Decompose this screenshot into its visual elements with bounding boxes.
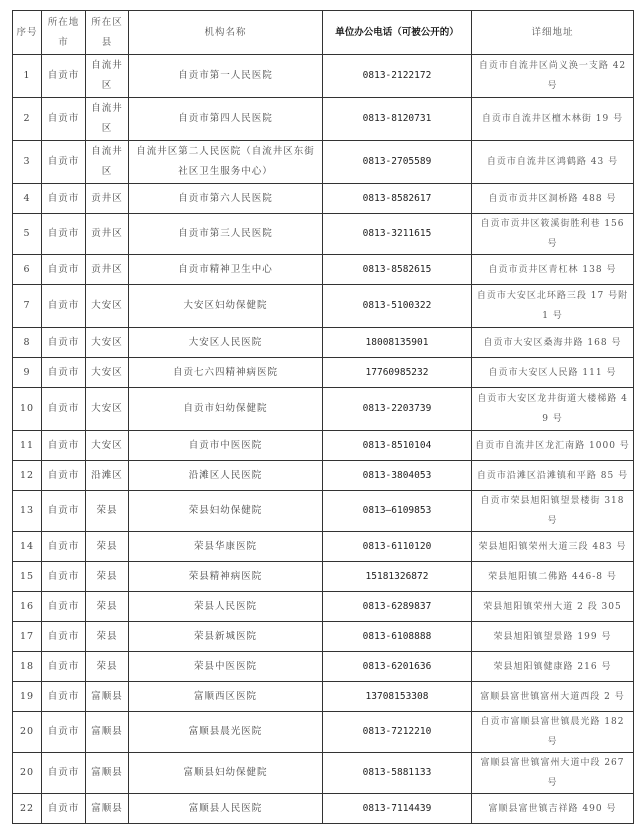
cell-district: 沿滩区 [86,461,129,491]
cell-address: 自贡市贡井区青杠林 138 号 [472,255,634,285]
cell-index: 8 [13,328,42,358]
cell-phone: 0813-7114439 [323,794,472,824]
cell-name: 荣县人民医院 [129,592,323,622]
cell-phone: 0813-8582615 [323,255,472,285]
table-row [13,491,634,532]
cell-address: 自贡市大安区北环路三段 17 号附 1 号 [472,285,634,328]
table-row [13,98,634,141]
table-body [13,55,634,824]
cell-address: 自贡市大安区人民路 111 号 [472,358,634,388]
table-row [13,682,634,712]
cell-index: 13 [13,491,42,532]
cell-district: 荣县 [86,622,129,652]
cell-index: 11 [13,431,42,461]
cell-phone: 0813-6201636 [323,652,472,682]
cell-city: 自贡市 [42,652,86,682]
cell-address: 自贡市沿滩区沿滩镇和平路 85 号 [472,461,634,491]
cell-phone: 0813-6289837 [323,592,472,622]
cell-name: 自贡七六四精神病医院 [129,358,323,388]
cell-district: 富顺县 [86,712,129,753]
cell-district: 贡井区 [86,214,129,255]
header-address: 详细地址 [472,11,634,55]
cell-phone: 0813-2705589 [323,141,472,184]
cell-district: 荣县 [86,592,129,622]
cell-phone: 0813-5100322 [323,285,472,328]
table-row [13,652,634,682]
cell-name: 荣县中医医院 [129,652,323,682]
cell-address: 自贡市自流井区龙汇南路 1000 号 [472,431,634,461]
cell-name: 沿滩区人民医院 [129,461,323,491]
cell-name: 大安区妇幼保健院 [129,285,323,328]
cell-index: 20 [13,712,42,753]
cell-city: 自贡市 [42,214,86,255]
table-row [13,461,634,491]
cell-name: 自贡市中医医院 [129,431,323,461]
table-row [13,214,634,255]
cell-name: 富顺县妇幼保健院 [129,753,323,794]
header-name: 机构名称 [129,11,323,55]
cell-name: 荣县妇幼保健院 [129,491,323,532]
header-index: 序号 [13,11,42,55]
cell-district: 富顺县 [86,753,129,794]
cell-district: 大安区 [86,328,129,358]
cell-index: 9 [13,358,42,388]
table-row [13,55,634,98]
cell-address: 自贡市自流井区尚义涣一支路 42 号 [472,55,634,98]
cell-phone: 0813-7212210 [323,712,472,753]
cell-address: 荣县旭阳镇望景路 199 号 [472,622,634,652]
cell-phone: 0813-3211615 [323,214,472,255]
table-row [13,255,634,285]
cell-district: 大安区 [86,285,129,328]
table-row [13,712,634,753]
cell-index: 6 [13,255,42,285]
cell-district: 荣县 [86,491,129,532]
cell-phone: 18008135901 [323,328,472,358]
cell-name: 自贡市妇幼保健院 [129,388,323,431]
cell-name: 富顺县晨光医院 [129,712,323,753]
cell-phone: 0813-2122172 [323,55,472,98]
cell-index: 2 [13,98,42,141]
cell-phone: 0813-3804053 [323,461,472,491]
cell-district: 富顺县 [86,682,129,712]
cell-city: 自贡市 [42,255,86,285]
cell-phone: 0813-5881133 [323,753,472,794]
table-row [13,184,634,214]
cell-address: 富顺县富世镇吉祥路 490 号 [472,794,634,824]
table-row [13,328,634,358]
cell-name: 荣县华康医院 [129,532,323,562]
header-phone: 单位办公电话（可被公开的） [323,11,472,55]
cell-phone: 17760985232 [323,358,472,388]
table-header-row [13,11,634,55]
cell-district: 富顺县 [86,794,129,824]
cell-name: 自贡市第六人民医院 [129,184,323,214]
cell-name: 荣县精神病医院 [129,562,323,592]
cell-city: 自贡市 [42,285,86,328]
table-row [13,285,634,328]
cell-name: 自贡市第一人民医院 [129,55,323,98]
cell-name: 大安区人民医院 [129,328,323,358]
cell-address: 荣县旭阳镇二佛路 446-8 号 [472,562,634,592]
table-row [13,753,634,794]
cell-index: 7 [13,285,42,328]
cell-city: 自贡市 [42,712,86,753]
cell-city: 自贡市 [42,328,86,358]
table-row [13,592,634,622]
cell-district: 贡井区 [86,255,129,285]
cell-address: 富顺县富世镇富州大道中段 267 号 [472,753,634,794]
cell-name: 荣县新城医院 [129,622,323,652]
cell-index: 16 [13,592,42,622]
cell-index: 10 [13,388,42,431]
cell-index: 12 [13,461,42,491]
cell-address: 自贡市贡井区筱溪街胜利巷 156 号 [472,214,634,255]
cell-index: 18 [13,652,42,682]
table-row [13,532,634,562]
table-row [13,562,634,592]
cell-city: 自贡市 [42,682,86,712]
cell-city: 自贡市 [42,532,86,562]
cell-city: 自贡市 [42,622,86,652]
cell-city: 自贡市 [42,431,86,461]
cell-district: 荣县 [86,532,129,562]
table-row [13,431,634,461]
cell-address: 荣县旭阳镇健康路 216 号 [472,652,634,682]
cell-address: 自贡市贡井区洞桥路 488 号 [472,184,634,214]
cell-name: 自贡市第三人民医院 [129,214,323,255]
cell-city: 自贡市 [42,592,86,622]
cell-index: 17 [13,622,42,652]
cell-city: 自贡市 [42,184,86,214]
cell-city: 自贡市 [42,491,86,532]
cell-address: 自贡市大安区龙井街道大楼梯路 49 号 [472,388,634,431]
cell-index: 20 [13,753,42,794]
cell-name: 自流井区第二人民医院（自流井区东街社区卫生服务中心） [129,141,323,184]
cell-city: 自贡市 [42,141,86,184]
cell-phone: 0813-6108888 [323,622,472,652]
table-row [13,622,634,652]
cell-name: 富顺县人民医院 [129,794,323,824]
cell-name: 富顺西区医院 [129,682,323,712]
cell-address: 自贡市富顺县富世镇晨光路 182 号 [472,712,634,753]
cell-district: 自流井区 [86,98,129,141]
cell-district: 荣县 [86,562,129,592]
cell-name: 自贡市第四人民医院 [129,98,323,141]
cell-index: 5 [13,214,42,255]
cell-index: 15 [13,562,42,592]
cell-address: 荣县旭阳镇荣州大道 2 段 305 [472,592,634,622]
cell-address: 荣县旭阳镇荣州大道三段 483 号 [472,532,634,562]
cell-phone: 13708153308 [323,682,472,712]
header-district: 所在区县 [86,11,129,55]
cell-city: 自贡市 [42,98,86,141]
cell-city: 自贡市 [42,461,86,491]
cell-phone: 15181326872 [323,562,472,592]
cell-phone: 0813-8510104 [323,431,472,461]
cell-address: 富顺县富世镇富州大道西段 2 号 [472,682,634,712]
cell-phone: 0813-8120731 [323,98,472,141]
cell-phone: 0813-8582617 [323,184,472,214]
cell-city: 自贡市 [42,358,86,388]
cell-address: 自贡市荣县旭阳镇望景楼街 318 号 [472,491,634,532]
cell-city: 自贡市 [42,55,86,98]
table-row [13,358,634,388]
cell-phone: 0813—6109853 [323,491,472,532]
cell-address: 自贡市大安区桑海井路 168 号 [472,328,634,358]
cell-phone: 0813-2203739 [323,388,472,431]
table-row [13,794,634,824]
cell-district: 自流井区 [86,141,129,184]
cell-address: 自贡市自流井区檀木林街 19 号 [472,98,634,141]
document-page [12,10,634,824]
header-city: 所在地市 [42,11,86,55]
cell-city: 自贡市 [42,794,86,824]
cell-phone: 0813-6110120 [323,532,472,562]
cell-city: 自贡市 [42,388,86,431]
hospital-directory-table [12,10,634,824]
cell-district: 自流井区 [86,55,129,98]
cell-district: 大安区 [86,358,129,388]
cell-name: 自贡市精神卫生中心 [129,255,323,285]
cell-district: 荣县 [86,652,129,682]
cell-district: 贡井区 [86,184,129,214]
cell-index: 14 [13,532,42,562]
cell-index: 19 [13,682,42,712]
cell-city: 自贡市 [42,562,86,592]
cell-index: 4 [13,184,42,214]
table-row [13,388,634,431]
cell-district: 大安区 [86,431,129,461]
cell-address: 自贡市自流井区鸿鹤路 43 号 [472,141,634,184]
cell-index: 3 [13,141,42,184]
cell-index: 22 [13,794,42,824]
cell-index: 1 [13,55,42,98]
table-row [13,141,634,184]
cell-district: 大安区 [86,388,129,431]
cell-city: 自贡市 [42,753,86,794]
